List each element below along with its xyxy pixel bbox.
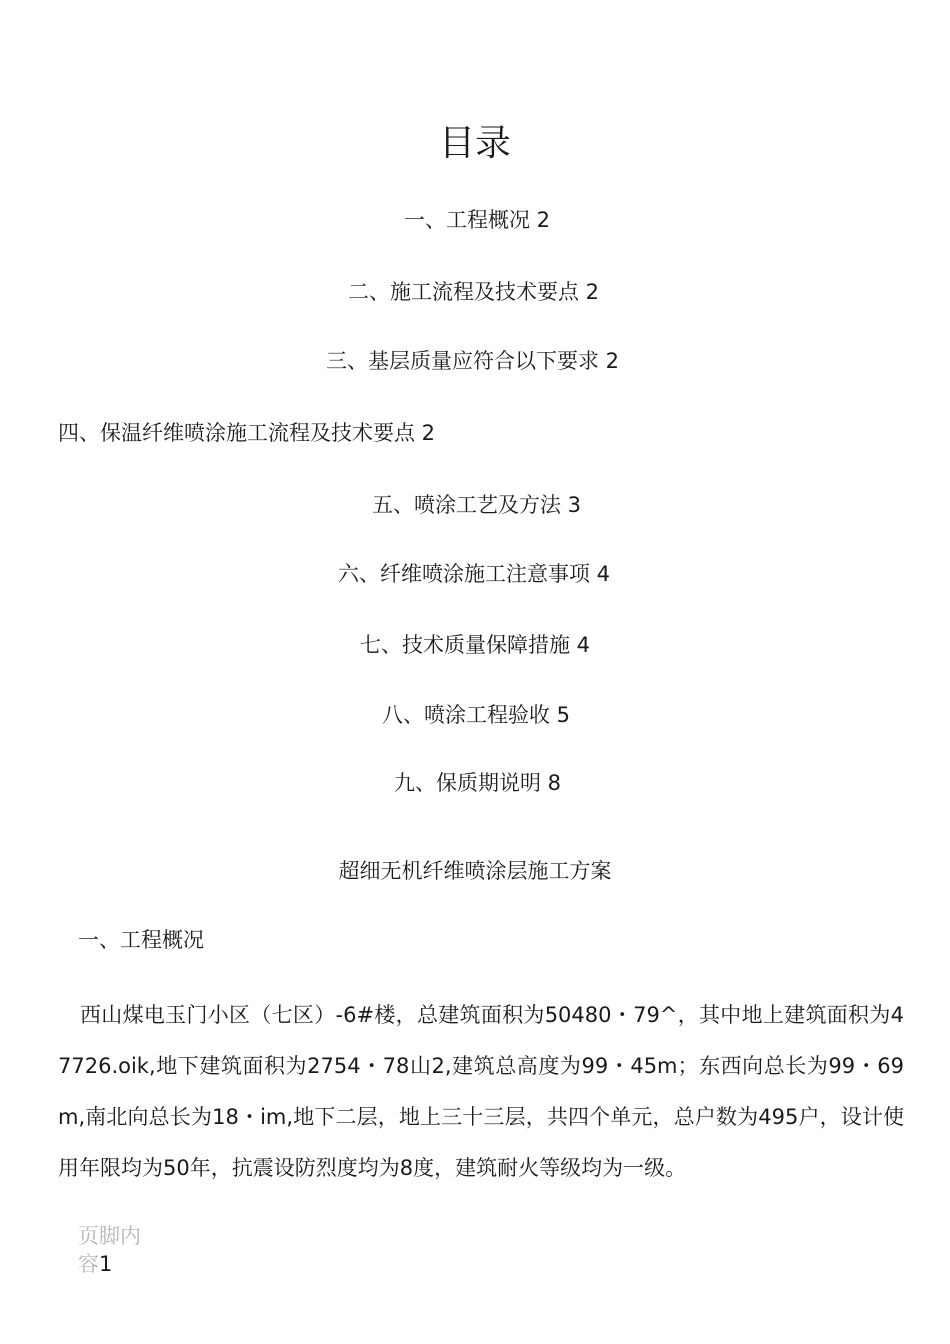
footer-label: 页脚内容 xyxy=(78,1224,141,1276)
toc-item-7[interactable]: 七、技术质量保障措施 4 xyxy=(360,633,591,657)
toc-item-6[interactable]: 六、纤维喷涂施工注意事项 4 xyxy=(338,562,611,586)
section-heading: 一、工程概况 xyxy=(78,928,204,952)
toc-item-5[interactable]: 五、喷涂工艺及方法 3 xyxy=(372,493,582,517)
body-paragraph: 西山煤电玉门小区（七区）-6#楼，总建筑面积为50480・79^，其中地上建筑面积为47726.oik,地下建筑面积为2754・78山2,建筑总高度为99・45m；东西向总长为99・69m,南北向总长为18・im,地下二层，地上三十三层，共四个单元，总户数为495户，设计使用年限均为50年，抗震设防烈度均为8度，建筑耐火等级均为一级。 xyxy=(58,1003,904,1180)
toc-item-1[interactable]: 一、工程概况 2 xyxy=(404,208,551,232)
footer-page-number: 1 xyxy=(99,1252,113,1276)
toc-item-9[interactable]: 九、保质期说明 8 xyxy=(394,771,562,795)
toc-item-8[interactable]: 八、喷涂工程验收 5 xyxy=(382,703,571,727)
toc-item-2[interactable]: 二、施工流程及技术要点 2 xyxy=(348,280,600,304)
toc-item-4[interactable]: 四、保温纤维喷涂施工流程及技术要点 2 xyxy=(58,421,436,445)
document-title: 超细无机纤维喷涂层施工方案 xyxy=(338,859,612,883)
page-footer xyxy=(78,1222,148,1278)
toc-item-3[interactable]: 三、基层质量应符合以下要求 2 xyxy=(326,349,620,373)
toc-title: 目录 xyxy=(438,123,511,164)
